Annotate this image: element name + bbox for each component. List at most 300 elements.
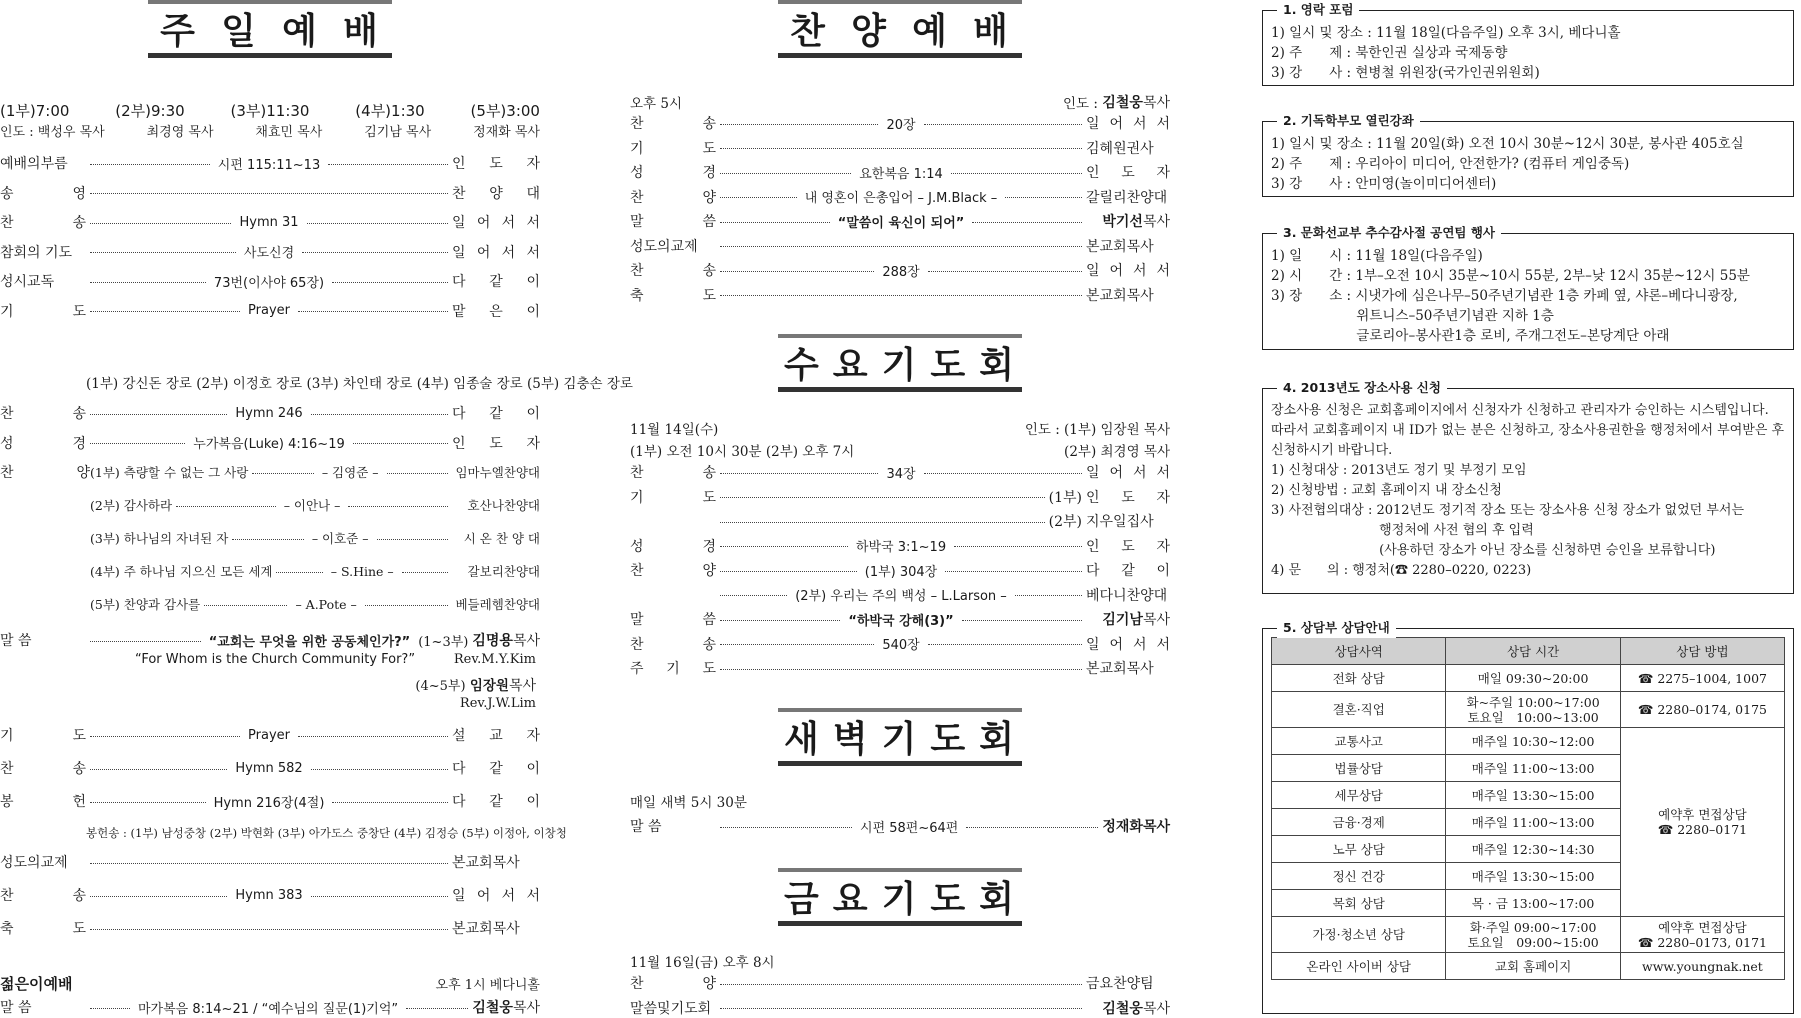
order-responsible: 다 같 이: [452, 274, 540, 290]
order-content: 하박국 3:1~19: [855, 540, 947, 555]
notice-line: 글로리아–봉사관1층 로비, 주개그전도–본당계단 아래: [1271, 328, 1670, 344]
order-label: 말 씀: [0, 633, 32, 649]
choir-composer: – A.Pote –: [295, 596, 357, 612]
order-row: [0, 724, 540, 746]
title-char: 도: [930, 719, 968, 760]
order-responsible: 인 도 자: [1086, 165, 1170, 181]
sermon-title-en: “For Whom is the Church Community For?”: [135, 652, 416, 667]
notice-line: 3) 강 사 : 안미영(놀이미디어센터): [1271, 176, 1497, 192]
order-content: Prayer: [248, 727, 290, 743]
order-content: Prayer: [248, 303, 290, 318]
leader-dots: [720, 173, 851, 174]
order-label: 찬 송: [630, 465, 716, 481]
table-cell: 화~주일 10:00~17:00 토요일 10:00~13:00: [1446, 692, 1620, 728]
order-label: 기 도: [0, 303, 86, 320]
order-label: 성 경: [630, 538, 716, 555]
leader-dots: [966, 827, 1098, 828]
choir-piece: (1부) 측량할 수 없는 그 사랑: [90, 465, 249, 480]
table-cell-merged: 예약후 면접상담 ☎ 2280–0171: [1620, 728, 1784, 917]
leader-dots: [90, 736, 240, 737]
sermon-pastor: 임장원: [469, 678, 509, 694]
notice-line: (사용하던 장소가 아닌 장소를 신청하면 승인을 보류합니다): [1271, 543, 1716, 558]
praise-leader: 김철웅: [1102, 95, 1143, 111]
leader-dots: [962, 620, 1082, 621]
order-content: 요한복음 1:14: [859, 166, 943, 182]
choir-composer: – 이안나 –: [283, 498, 341, 513]
table-cell: 매주일 12:30~14:30: [1446, 836, 1620, 863]
table-row: [1272, 692, 1785, 728]
service-time: (2부)9:30: [115, 102, 185, 120]
choir-composer: – S.Hine –: [330, 563, 394, 579]
leader-dots: [720, 546, 848, 547]
sermon-rev: Rev.J.W.Lim: [459, 696, 536, 711]
notice-line: 장소사용 신청은 교회홈페이지에서 신청자가 신청하고 관리자가 승인하는 시스템입니다.: [1271, 403, 1769, 418]
order-responsible: 인 도 자: [1086, 538, 1171, 555]
table-cell: 결혼·직업: [1272, 692, 1446, 728]
wednesday-time: (1부) 오전 10시 30분 (2부) 오후 7시: [630, 444, 855, 460]
leader-dots: [720, 124, 878, 125]
order-responsible: 박기선 목사: [1102, 214, 1171, 230]
order-content: 내 영혼이 은총입어 – J.M.Black –: [804, 191, 998, 206]
table-cell: 온라인 사이버 상담: [1272, 953, 1446, 980]
notice-line: 3) 강 사 : 현병철 위원장(국가인권위원회): [1271, 65, 1540, 81]
order-label: 말 씀: [0, 1000, 32, 1016]
leader-dots: [332, 802, 448, 803]
order-label: 찬 송: [630, 636, 716, 653]
title-char: 찬: [790, 11, 827, 52]
leader-dots: [720, 595, 787, 596]
order-content: Hymn 582: [235, 760, 303, 776]
leader-dots: [720, 246, 1082, 247]
table-cell: 매일 09:30~20:00: [1446, 665, 1620, 692]
evening-services-column: [630, 0, 1170, 1018]
order-row: [0, 917, 540, 939]
order-label: 축 도: [0, 921, 86, 937]
order-responsible: 설 교 자: [452, 728, 540, 744]
title-char: 요: [832, 879, 870, 920]
leader-dots: [176, 506, 276, 507]
sermon-pastor: 김명용: [472, 633, 513, 649]
leader-dots: [90, 1008, 130, 1009]
order-content: Hymn 246: [235, 405, 303, 421]
leader-dots: [252, 473, 314, 474]
notice-title: 4. 2013년도 장소사용 신청: [1277, 378, 1447, 398]
order-responsible: 일 어 서 서: [452, 244, 540, 261]
leader-dots: [720, 620, 840, 621]
order-responsible: (2부) 지우일집사: [1048, 514, 1154, 530]
leader-dots: [720, 222, 830, 223]
order-row: [0, 152, 540, 174]
notice-line: 2) 시 간 : 1부–오전 10시 35분~10시 55분, 2부–낮 12시 35분~12시 55분: [1271, 268, 1750, 284]
title-char: 도: [930, 879, 968, 920]
dawn-sermon-row: [630, 815, 1170, 837]
notice-line: 1) 일 시 : 11월 18일(다음주일): [1271, 248, 1483, 264]
notice-title: 2. 기독학부모 열린강좌: [1277, 111, 1420, 131]
order-label: 찬 송: [630, 263, 716, 279]
order-responsible: 일 어 서 서: [1086, 636, 1170, 653]
leader-dots: [90, 443, 185, 444]
order-content: 288장: [882, 264, 920, 280]
order-label: 기 도: [0, 728, 86, 744]
order-responsible: 일 어 서 서: [1086, 116, 1170, 132]
order-responsible: 본 교 회 목 사: [452, 921, 520, 937]
order-row: [630, 584, 1170, 606]
notice-line: 3) 사전협의대상 : 2012년도 정기적 장소 또는 장소사용 신청 장소가 없었던 부서는: [1271, 503, 1745, 518]
title-char: 회: [979, 719, 1016, 760]
order-responsible: 일 어 서 서: [1086, 465, 1170, 481]
leader-dots: [90, 802, 206, 803]
praise-leader-suffix: 목사: [1142, 95, 1170, 111]
leader-dots: [311, 414, 448, 415]
title-char: 예: [282, 11, 319, 52]
table-cell: 화·주일 09:00~17:00 토요일 09:00~15:00: [1446, 917, 1620, 953]
notice-box: [1262, 113, 1794, 197]
service-time: (1부)7:00: [0, 102, 70, 120]
leader-dots: [90, 223, 231, 224]
order-responsible: 인 도 자: [452, 435, 541, 452]
order-content: 사도신경: [243, 246, 295, 261]
leader-dots: [720, 522, 1045, 523]
notice-line: 3) 장 소 : 시냇가에 심은나무–50주년기념관 1층 카페 옆, 샤론–베다니광장,: [1271, 288, 1738, 304]
dawn-time-row: [630, 790, 1170, 812]
choir-name: 호산나찬양대: [467, 498, 540, 513]
leader-dots: [90, 193, 448, 194]
leader-dots: [720, 644, 874, 645]
praise-header: [630, 91, 1170, 113]
order-responsible: 본 교 회 목 사: [1086, 661, 1154, 677]
wednesday-leader: 인도 : (1부) 임장원 목사: [1024, 422, 1170, 438]
order-content: “말씀이 육신이 되어”: [837, 215, 965, 231]
leader-dots: [90, 282, 206, 283]
order-responsible: 다 같 이: [452, 406, 541, 422]
order-row: [0, 402, 540, 424]
title-char: 기: [881, 879, 919, 920]
order-label: 참회의 기도: [0, 244, 73, 261]
leader-dots: [720, 497, 1045, 498]
order-content: Hymn 31: [239, 214, 299, 230]
order-content: (2부) 우리는 주의 백성 – L.Larson –: [795, 589, 1007, 604]
order-responsible: 다 같 이: [452, 761, 541, 777]
order-label: 봉 헌: [0, 794, 86, 810]
notices-column: [1262, 0, 1797, 1018]
dawn-time: 매일 새벽 5시 30분: [630, 795, 747, 811]
order-content: (1부) 304장: [864, 564, 938, 580]
youth-worship-time: 오후 1시 베다니홀: [435, 977, 540, 993]
leader-dots: [365, 605, 448, 606]
praise-worship-title: [778, 0, 1022, 58]
sermon-part2: [415, 674, 536, 695]
service-leader: 김기남 목사: [364, 125, 432, 140]
leader-dots: [720, 148, 1082, 149]
table-cell: 가정·청소년 상담: [1272, 917, 1446, 953]
order-responsible: 본 교 회 목 사: [1086, 238, 1154, 255]
order-content: 시편 115:11~13: [217, 157, 321, 173]
order-responsible: 갈 릴 리 찬 양 대: [1086, 189, 1168, 206]
leader-dots: [298, 736, 448, 737]
leader-dots: [720, 984, 1082, 985]
leader-dots: [90, 863, 448, 864]
notice-line: 1) 일시 및 장소 : 11월 18일(다음주일) 오후 3시, 베다니홀: [1271, 25, 1621, 41]
choir-row: [0, 461, 540, 483]
order-row: [630, 112, 1170, 134]
leader-dots: [945, 571, 1082, 572]
title-char: 요: [832, 345, 870, 386]
wednesday-date: 11월 14일(수): [630, 422, 719, 438]
order-row: [0, 241, 540, 263]
order-row-sermon: [0, 629, 540, 651]
wednesday-prayer-title: [778, 334, 1022, 392]
leader-dots: [720, 669, 1082, 670]
leader-dots: [720, 197, 797, 198]
order-label: 성도의교제: [0, 855, 68, 871]
leader-dots: [1015, 595, 1082, 596]
order-row: [630, 235, 1170, 257]
order-responsible: 찬 양 대: [452, 185, 540, 202]
order-responsible: 일 어 서 서: [452, 888, 540, 904]
choir-name: 시 온 찬 양 대: [463, 531, 540, 546]
service-time: (4부)1:30: [355, 102, 425, 120]
order-row: [0, 884, 540, 906]
order-row: [630, 997, 1170, 1018]
table-cell: 목회 상담: [1272, 890, 1446, 917]
wednesday-leader: (2부) 최경영 목사: [1064, 444, 1170, 460]
table-cell: 매주일 13:30~15:00: [1446, 782, 1620, 809]
title-char: 회: [979, 345, 1016, 386]
order-responsible: 다 같 이: [1086, 563, 1171, 579]
title-char: 주: [160, 11, 197, 52]
table-cell: 전화 상담: [1272, 665, 1446, 692]
notice-line: 2) 주 제 : 북한인권 실상과 국제동향: [1271, 45, 1508, 61]
order-responsible: (1부) 인 도 자: [1048, 489, 1170, 506]
notice-title: 1. 영락 포럼: [1277, 0, 1359, 20]
sunday-worship-title: [148, 0, 392, 58]
table-cell: 세무상담: [1272, 782, 1446, 809]
order-row: [630, 161, 1170, 183]
order-responsible: 김철웅 목사: [1102, 1000, 1170, 1017]
order-label: 찬 양: [630, 563, 716, 579]
order-label: 찬 양: [0, 465, 90, 481]
dawn-sermon-text: 시편 58편~64편: [860, 820, 959, 836]
choir-piece: (3부) 하나님의 자녀된 자: [90, 531, 229, 546]
leader-dots: [90, 414, 227, 415]
youth-sermon-row: [0, 996, 540, 1018]
table-cell: 예약후 면접상담 ☎ 2280–0173, 0171: [1620, 917, 1784, 953]
leader-dots: [90, 769, 227, 770]
order-row: [630, 510, 1170, 532]
title-char: 벽: [832, 719, 870, 760]
order-row: [630, 657, 1170, 679]
leader-dots: [720, 1008, 1082, 1009]
order-content: 73번(이사야 65장): [213, 275, 325, 291]
table-cell: 법률상담: [1272, 755, 1446, 782]
title-char: 새: [784, 719, 821, 760]
order-row: [630, 486, 1170, 508]
order-row: [630, 461, 1170, 483]
order-row: [630, 535, 1170, 557]
order-row: [0, 211, 540, 233]
sunday-worship-column: [0, 0, 633, 1018]
leader-dots: [924, 473, 1082, 474]
leader-dots: [311, 769, 448, 770]
table-row: [1272, 728, 1785, 755]
order-label: 기 도: [630, 489, 716, 506]
notice-line: 2) 신청방법 : 교회 홈페이지 내 장소신청: [1271, 483, 1502, 498]
service-leader: 인도 : 백성우 목사: [0, 125, 105, 140]
leader-dots: [232, 539, 304, 540]
youth-pastor: 김철웅: [472, 1000, 513, 1016]
order-label: 말 씀: [630, 612, 716, 628]
notice-line: 1) 신청대상 : 2013년도 정기 및 부정기 모임: [1271, 463, 1527, 478]
order-label: 축 도: [630, 287, 716, 304]
prayer-note: (1부) 강신돈 장로 (2부) 이정호 장로 (3부) 차인태 장로 (4부) 임종술 장로 (5부) 김충손 장로: [86, 376, 633, 392]
notice-line: 2) 주 제 : 우리아이 미디어, 안전한가? (컴퓨터 게임중독): [1271, 156, 1630, 172]
table-cell: 금융·경제: [1272, 809, 1446, 836]
order-responsible: 인 도 자: [452, 156, 541, 172]
wednesday-header: [630, 439, 1170, 461]
friday-time-row: [630, 950, 1170, 972]
table-cell: 목 · 금 13:00~17:00: [1446, 890, 1620, 917]
order-content: Hymn 216장(4절): [213, 795, 325, 811]
table-cell: ☎ 2275–1004, 1007: [1620, 665, 1784, 692]
table-cell: ☎ 2280–0174, 0175: [1620, 692, 1784, 728]
notice-line: 1) 일시 및 장소 : 11월 20일(화) 오전 10시 30분~12시 30분, 봉사관 405호실: [1271, 136, 1744, 152]
table-row: [1272, 665, 1785, 692]
consult-table-body: [1272, 665, 1785, 980]
leader-dots: [90, 311, 240, 312]
order-content: 540장: [882, 638, 920, 653]
praise-leader-prefix: 인도 :: [1062, 96, 1098, 112]
leader-dots: [720, 571, 857, 572]
leader-dots: [1005, 197, 1082, 198]
table-cell: 정신 건강: [1272, 863, 1446, 890]
order-responsible: 본 교 회 목 사: [1086, 287, 1154, 304]
choir-piece: (2부) 감사하라: [90, 498, 173, 513]
table-row: [1272, 917, 1785, 953]
title-char: 배: [343, 11, 380, 52]
offering-note: 봉헌송 : (1부) 남성중창 (2부) 박현화 (3부) 아가도스 중창단 (4부) 김정승 (5부) 이정아, 이창청: [86, 826, 567, 840]
title-char: 도: [930, 345, 968, 386]
choir-name: 임마누엘찬양대: [455, 465, 541, 480]
leader-dots: [720, 271, 874, 272]
leader-dots: [377, 539, 449, 540]
order-responsible: 금 요 찬 양 팀: [1086, 976, 1154, 992]
order-label: 찬 송: [0, 406, 86, 422]
table-cell: 매주일 10:30~12:00: [1446, 728, 1620, 755]
leader-dots: [276, 572, 322, 573]
order-label: 성 경: [630, 165, 716, 181]
order-row: [0, 790, 540, 812]
table-row: [1272, 953, 1785, 980]
order-row: [0, 182, 540, 204]
order-label: 찬 송: [0, 761, 86, 777]
choir-piece: (5부) 찬양과 감사를: [90, 597, 201, 612]
order-content: 누가복음(Luke) 4:16~19: [193, 437, 345, 452]
order-label: 말 씀: [630, 819, 662, 835]
choir-composer: – 김영준 –: [321, 465, 379, 480]
service-time: (3부)11:30: [230, 102, 310, 120]
order-responsible: 김기남 목사: [1102, 612, 1170, 628]
notice-box: [1262, 380, 1794, 594]
dawn-prayer-title: [778, 708, 1022, 766]
consult-box: [1262, 620, 1794, 1014]
order-row: [630, 633, 1170, 655]
leader-dots: [954, 546, 1082, 547]
service-leader: 정재화 목사: [473, 125, 540, 140]
leader-dots: [90, 929, 448, 930]
choir-row: [0, 593, 540, 615]
service-leaders: [0, 121, 540, 140]
column-header: 상담 시간: [1446, 638, 1620, 665]
order-responsible: 본 교 회 목 사: [452, 855, 520, 871]
order-content: “하박국 강해(3)”: [848, 613, 954, 629]
order-responsible: 베 다 니 찬 양 대: [1086, 587, 1168, 604]
order-responsible: 맡 은 이: [452, 303, 540, 320]
order-row: [630, 210, 1170, 232]
order-responsible: 다 같 이: [452, 794, 541, 810]
order-label: 찬 송: [0, 215, 86, 231]
order-row: [630, 972, 1170, 994]
praise-time: 오후 5시: [630, 96, 683, 112]
leader-dots: [928, 644, 1082, 645]
order-content: 34장: [886, 466, 916, 482]
leader-dots: [307, 223, 448, 224]
order-row: [630, 559, 1170, 581]
notice-line: 행정처에 사전 협의 후 입력: [1271, 523, 1534, 538]
order-row: [630, 137, 1170, 159]
sermon-suffix: 목사: [512, 633, 540, 649]
choir-piece: (4부) 주 하나님 지으신 모든 세계: [90, 564, 273, 579]
youth-worship-title: 젊은이예배: [0, 974, 73, 993]
choir-row: [0, 527, 540, 549]
sermon-title: “교회는 무엇을 위한 공동체인가?”: [208, 634, 411, 650]
friday-prayer-title: [778, 868, 1022, 926]
order-label: 기 도: [630, 140, 716, 157]
table-cell: 노무 상담: [1272, 836, 1446, 863]
order-label: 말씀및기도회: [630, 1000, 712, 1017]
friday-time: 11월 16일(금) 오후 8시: [630, 955, 775, 971]
leader-dots: [332, 282, 448, 283]
leader-dots: [402, 572, 448, 573]
sermon-rev: Rev.M.Y.Kim: [453, 652, 536, 667]
title-char: 기: [881, 345, 919, 386]
notice-box: [1262, 225, 1794, 350]
title-char: 일: [221, 11, 258, 52]
service-leader: 최경영 목사: [146, 125, 214, 140]
leader-dots: [90, 164, 210, 165]
table-cell: www.youngnak.net: [1620, 953, 1784, 980]
order-label: 찬 양: [630, 976, 716, 992]
order-row: [0, 851, 540, 873]
sermon-suffix: 목사: [508, 678, 536, 694]
notice-title: 3. 문화선교부 추수감사절 공연팀 행사: [1277, 223, 1501, 243]
choir-row: [0, 494, 540, 516]
leader-dots: [972, 222, 1082, 223]
order-label: 송 영: [0, 185, 86, 202]
choir-composer: – 이호준 –: [311, 531, 369, 546]
service-leader: 채효민 목사: [255, 125, 323, 140]
order-content: Hymn 383: [235, 887, 303, 903]
notice-line: 4) 문 의 : 행정처(☎ 2280–0220, 0223): [1271, 563, 1532, 578]
table-header-row: [1272, 638, 1785, 665]
order-responsible: 김 혜 원 권 사: [1086, 140, 1154, 157]
service-times: [0, 100, 540, 121]
order-label: 찬 양: [630, 189, 716, 206]
service-time: (5부)3:00: [470, 102, 540, 120]
notice-line: 따라서 교회홈페이지 내 ID가 없는 분은 신청하고, 장소사용권한을 행정처에서 부여받은 후: [1271, 423, 1785, 438]
table-cell: 매주일 11:00~13:00: [1446, 809, 1620, 836]
leader-dots: [90, 896, 227, 897]
youth-worship-header: [0, 972, 540, 994]
